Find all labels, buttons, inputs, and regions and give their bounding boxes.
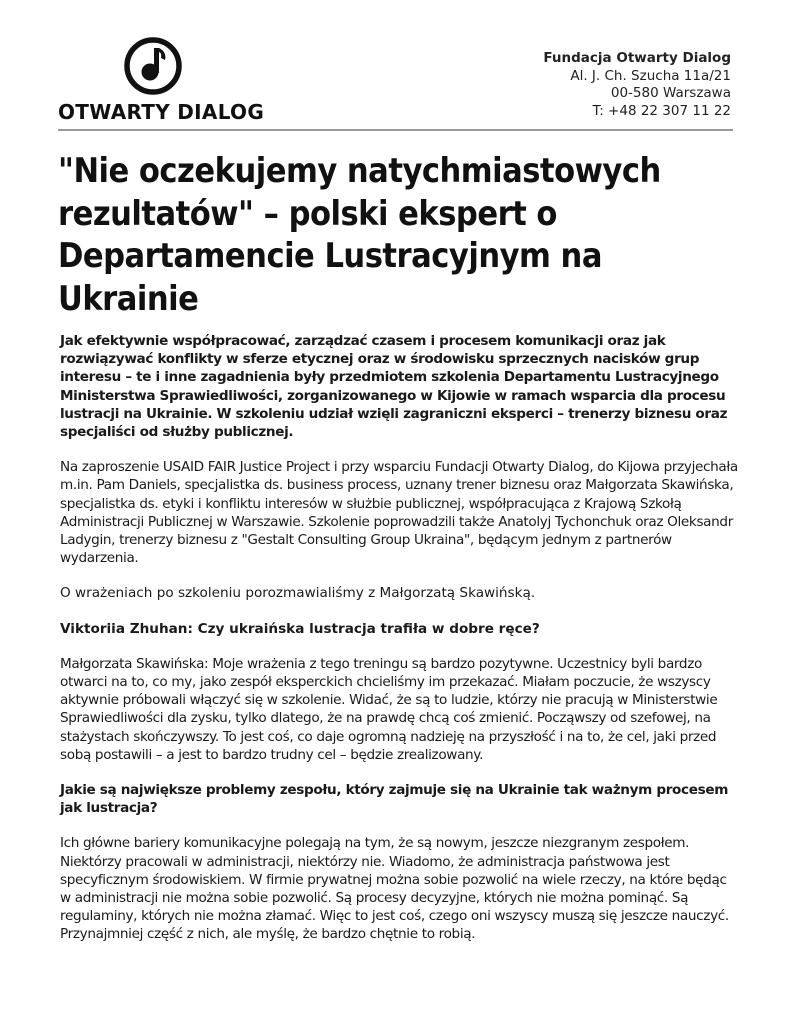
logo-wordmark: OTWARTY DIALOG [58, 100, 265, 124]
article-body [60, 332, 740, 961]
interview-question-2: Jakie są największe problemy zespołu, który zajmuje się na Ukrainie tak ważnym procesem jak lustracja? [60, 782, 729, 817]
header-divider [58, 129, 733, 131]
interview-answer-2: Ich główne bariery komunikacyjne polegają na tym, że są nowym, jeszcze niezgranym zespołem. Niektórzy pracowali w administracji, niektórzy nie. Wiadomo, że administracja państwowa jest specyficznym środowiskiem. W firmie prywatnej można sobie pozwolić na wiele rzeczy, na które będąc w administracji nie można sobie pozwolić. Są procesy decyzyjne, których nie można pominąć. Są regulaminy, których nie można złamać. Więc to jest coś, czego oni wszyscy muszą się jeszcze nauczyć. Przynajmniej część z nich, ale myślę, że bardzo chętnie to robią. [60, 835, 729, 943]
address-street: Al. J. Ch. Szucha 11a/21 [570, 67, 731, 84]
address-city: 00-580 Warszawa [610, 85, 731, 101]
phone-number: T: +48 22 307 11 22 [592, 102, 731, 119]
interview-question-1: Viktoriia Zhuhan: Czy ukraińska lustracja trafiła w dobre ręce? [60, 620, 540, 637]
paragraph-transition: O wrażeniach po szkoleniu porozmawialiśmy z Małgorzatą Skawińską. [60, 585, 536, 602]
paragraph-intro: Na zaproszenie USAID FAIR Justice Project i przy wsparciu Fundacji Otwarty Dialog, do Kijowa przyjechała m.in. Pam Daniels, specjalistka ds. business process, uznany trener biznesu oraz Małgorzata Skawińska, specjalistka ds. etyki i konfliktu interesów w służbie publicznej, współpracująca z Krajową Szkołą Administracji Publicznej w Warszawie. Szkolenie poprowadzili także Anatolyj Tychonchuk oraz Oleksandr Ladygin, trenerzy biznesu z "Gestalt Consulting Group Ukraina", będącym jednym z partnerów wydarzenia. [60, 459, 738, 567]
foundation-logo [58, 36, 265, 126]
contact-block [543, 50, 731, 120]
otwarty-dialog-logo-icon [123, 36, 183, 96]
organization-name: Fundacja Otwarty Dialog [543, 50, 731, 66]
article-title: "Nie oczekujemy natychmiastowych rezultatów" – polski ekspert o Departamencie Lustracyjnym na Ukrainie [58, 151, 661, 319]
article-lead: Jak efektywnie współpracować, zarządzać czasem i procesem komunikacji oraz jak rozwiązywać konflikty w sferze etycznej oraz w środowisku sprzecznych nacisków grup interesu – te i inne zagadnienia były przedmiotem szkolenia Departamentu Lustracyjnego Ministerstwa Sprawiedliwości, zorganizowanego w Kijowie w ramach wsparcia dla procesu lustracji na Ukrainie. W szkoleniu udział wzięli zagraniczni eksperci – trenerzy biznesu oraz specjaliści od służby publicznej. [60, 333, 728, 441]
interview-answer-1: Małgorzata Skawińska: Moje wrażenia z tego treningu są bardzo pozytywne. Uczestnicy byli bardzo otwarci na to, co my, jako zespół eksperckich chcieliśmy im przekazać. Miałam poczucie, że wszyscy aktywnie próbowali włączyć się w szkolenie. Widać, że są to ludzie, którzy nie pracują w Ministerstwie Sprawiedliwości dla zysku, tylko dlatego, że na prawdę chcą coś zmienić. Począwszy od szefowej, na stażystach skończywszy. To jest coś, co daje ogromną nadzieję na przyszłość i na to, że cel, jaki przed sobą postawili – a jest to bardzo trudny cel – będzie zrealizowany. [60, 655, 718, 763]
